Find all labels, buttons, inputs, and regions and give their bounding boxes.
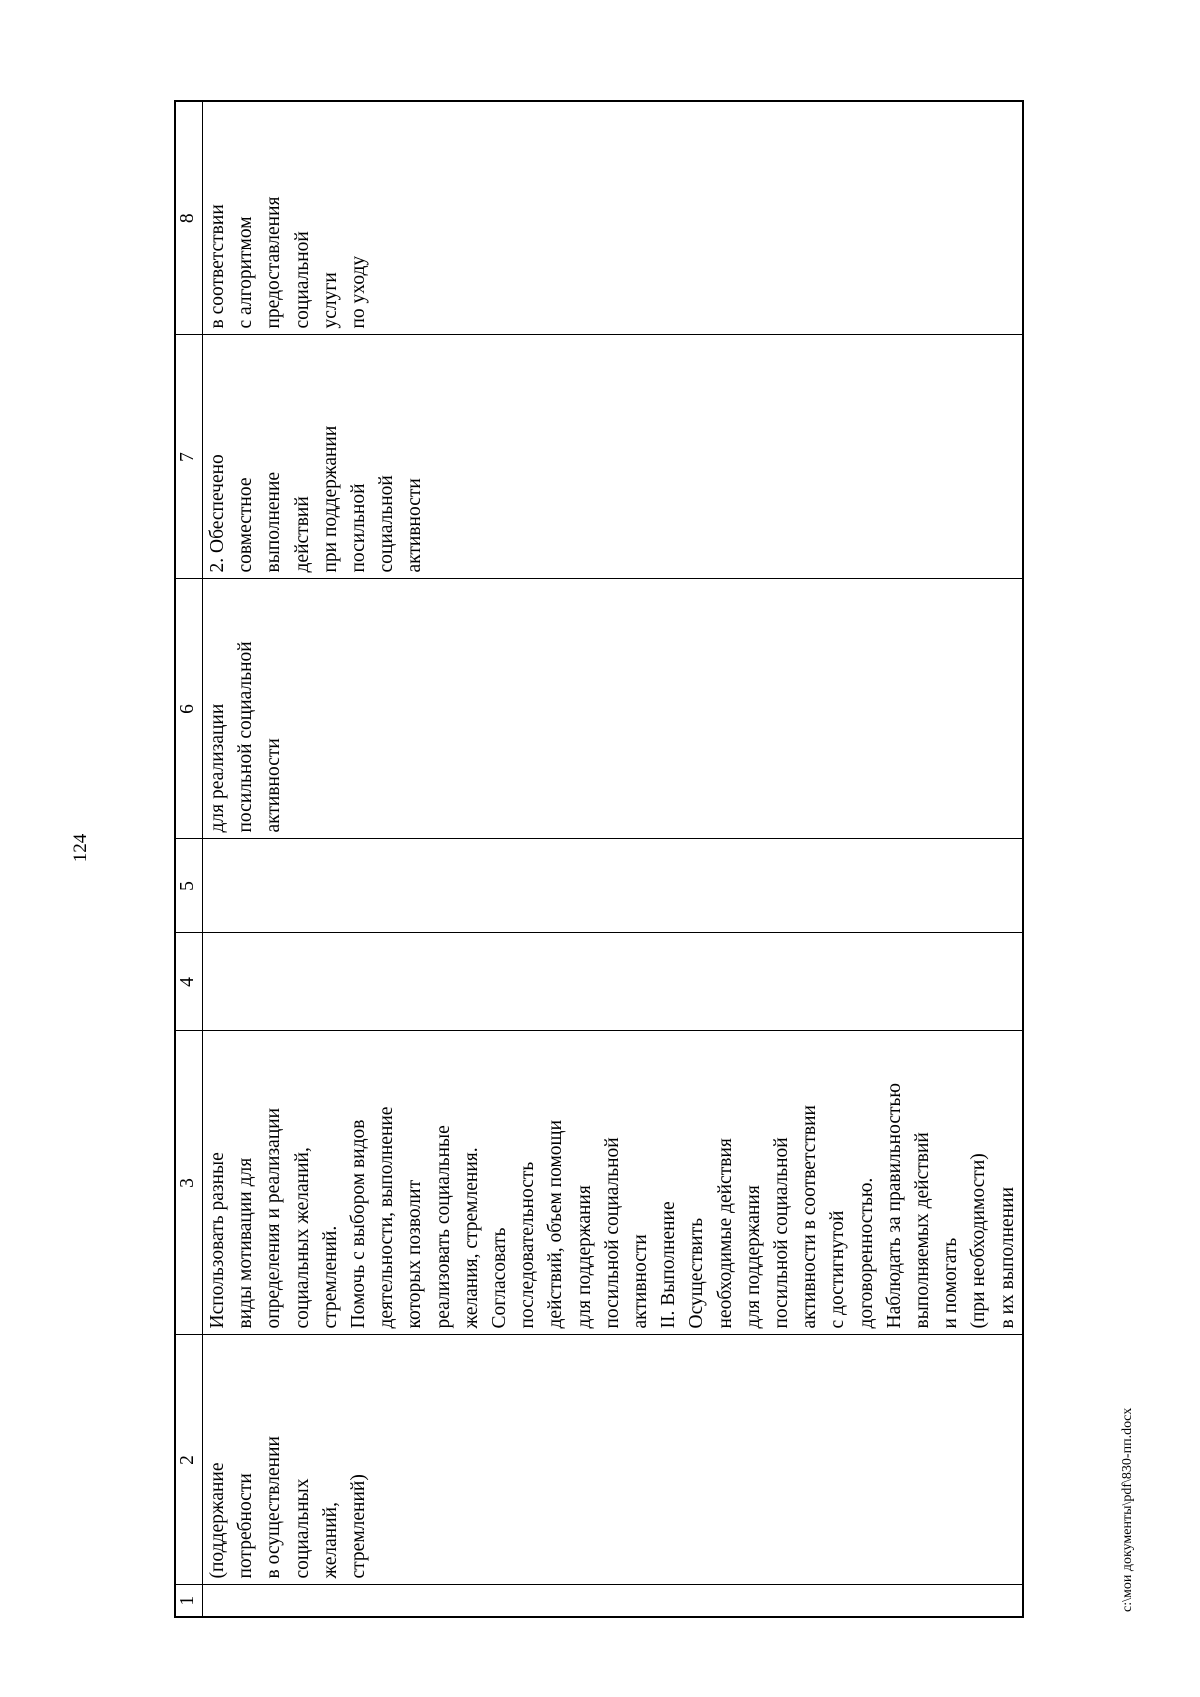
cell-col-7: 2. Обеспечено совместное выполнение действий при поддержании посильной социальной активности: [203, 335, 1023, 579]
cell-col-1: [203, 1585, 1023, 1617]
cell-col-8: в соответствии с алгоритмом предоставления социальной услуги по уходу: [203, 101, 1023, 335]
cell-col-6: для реализации посильной социальной активности: [203, 579, 1023, 839]
cell-col-3: Использовать разные виды мотивации для определения и реализации социальных желаний, стремлений. Помочь с выбором видов деятельности, выполнение которых позволит реализовать социальные желания, стремления. Согласовать последовательность действий, объем помощи для поддержания посильной социальной активности II. Выполнение Осуществить необходимые действия для поддержания посильной социальной активности в соответствии с достигнутой договоренностью. Наблюдать за правильностью выполняемых действий и помогать (при необходимости) в их выполнении: [203, 1031, 1023, 1335]
table-row: [203, 101, 1023, 1617]
column-header-7: 7: [175, 335, 203, 579]
column-header-2: 2: [175, 1335, 203, 1585]
column-header-4: 4: [175, 933, 203, 1031]
column-header-5: 5: [175, 839, 203, 933]
cell-col-4: [203, 933, 1023, 1031]
cell-col-2: (поддержание потребности в осуществлении социальных желаний, стремлений): [203, 1335, 1023, 1585]
footer-file-path: c:\мои документы\pdf\830-пп.docx: [1120, 1407, 1135, 1612]
column-header-8: 8: [175, 101, 203, 335]
column-header-6: 6: [175, 579, 203, 839]
page-number: 124: [70, 833, 91, 863]
service-standard-table: [174, 100, 1024, 1618]
landscape-table-container: [174, 102, 1016, 1618]
column-header-1: 1: [175, 1585, 203, 1617]
header-row: [175, 101, 203, 1617]
cell-col-5: [203, 839, 1023, 933]
column-header-3: 3: [175, 1031, 203, 1335]
